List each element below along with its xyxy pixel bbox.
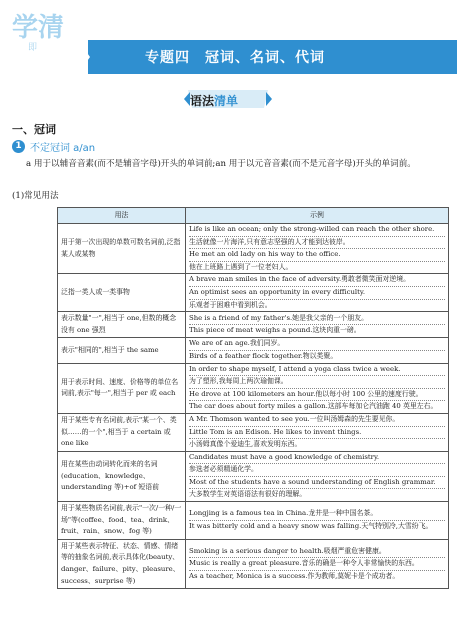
example-line: 参选者必须精通化学。 bbox=[189, 464, 445, 477]
examples-cell bbox=[186, 224, 449, 274]
section-banner bbox=[190, 92, 238, 109]
page-title: 专题四 冠词、名词、代词 bbox=[145, 50, 325, 66]
header-examples: 示例 bbox=[186, 208, 449, 224]
usage-cell: 用于第一次出现的单数可数名词前,泛指某人或某物 bbox=[58, 224, 186, 274]
examples-cell bbox=[186, 502, 449, 540]
example-line: Longjing is a famous tea in China.龙井是一种中国名茶。 bbox=[189, 508, 445, 521]
example-line: Birds of a feather flock together.物以类聚。 bbox=[189, 351, 338, 360]
example-line: In order to shape myself, I attend a yoga class twice a week. bbox=[189, 364, 445, 377]
table-header-row bbox=[58, 208, 449, 224]
example-line: She is a friend of my father's.她是我父亲的一个朋友。 bbox=[189, 313, 445, 326]
examples-cell bbox=[186, 274, 449, 312]
example-line: Most of the students have a sound understanding of English grammar. bbox=[189, 477, 445, 490]
header-usage: 用法 bbox=[58, 208, 186, 224]
banner-part2: 清单 bbox=[214, 94, 239, 108]
example-line: 小汤姆真像个爱迪生,喜欢发明东西。 bbox=[189, 440, 302, 449]
intro-subheading: (1)常见用法 bbox=[12, 191, 59, 201]
example-line: Music is really a great pleasure.音乐的确是一种令人非常愉快的东西。 bbox=[189, 558, 445, 571]
example-line: Life is like an ocean; only the strong-willed can reach the other shore. bbox=[189, 224, 445, 237]
example-line: He met an old lady on his way to the office. bbox=[189, 249, 445, 262]
examples-cell bbox=[186, 312, 449, 338]
usage-cell: 用于某些表示特征、状态、情感、情绪等的抽象名词前,表示具体化(beauty、danger、failure、pity、pleasure、success、surprise 等) bbox=[58, 539, 186, 588]
subsection-label: 不定冠词 a/an bbox=[30, 142, 96, 154]
usage-table bbox=[57, 207, 449, 589]
logo-text: 学清 bbox=[12, 13, 65, 43]
table-row bbox=[58, 274, 449, 312]
usage-cell: 表示"相同的",相当于 the same bbox=[58, 338, 186, 363]
table-row bbox=[58, 338, 449, 363]
table-row bbox=[58, 224, 449, 274]
example-line: Candidates must have a good knowledge of chemistry. bbox=[189, 452, 445, 465]
band-arrow bbox=[78, 40, 90, 74]
table-row bbox=[58, 363, 449, 413]
header-logo bbox=[8, 4, 78, 54]
example-line: He drove at 100 kilometers an hour.他以每小时 100 公里的速度行驶。 bbox=[189, 389, 445, 402]
example-line: 生活就像一片海洋,只有意志坚强的人才能到达彼岸。 bbox=[189, 237, 445, 250]
example-line: This piece of meat weighs a pound.这块肉重一磅。 bbox=[189, 326, 361, 335]
example-line: Smoking is a serious danger to health.吸烟严重危害健康。 bbox=[189, 546, 445, 559]
logo-small: 即 bbox=[28, 43, 38, 53]
usage-cell: 用于某些物质名词前,表示"一次/一种/一场"等(coffee、food、tea、drink、fruit、rain、snow、fog 等) bbox=[58, 502, 186, 540]
table-body bbox=[58, 224, 449, 589]
example-line: 为了塑形,我每周上两次瑜伽课。 bbox=[189, 376, 445, 389]
examples-cell bbox=[186, 451, 449, 501]
examples-cell bbox=[186, 413, 449, 451]
examples-cell bbox=[186, 539, 449, 588]
example-line: 乐观者于困难中看到机会。 bbox=[189, 300, 272, 309]
example-line: An optimist sees an opportunity in every difficulty. bbox=[189, 287, 445, 300]
table-row bbox=[58, 539, 449, 588]
table-row bbox=[58, 413, 449, 451]
example-line: 大多数学生对英语语法有很好的理解。 bbox=[189, 490, 307, 499]
example-line: A Mr. Thomson wanted to see you.一位叫汤姆森的先生要见你。 bbox=[189, 414, 445, 427]
section-title: 一、冠词 bbox=[12, 123, 56, 136]
example-line: The car does about forty miles a gallon.这部车每加仑汽油跑 40 英里左右。 bbox=[189, 402, 438, 411]
example-line: A brave man smiles in the face of adversity.勇敢者微笑面对逆境。 bbox=[189, 274, 445, 287]
example-line: As a teacher, Monica is a success.作为教师,莫妮卡是个成功者。 bbox=[189, 571, 400, 580]
table-row bbox=[58, 451, 449, 501]
usage-cell: 泛指一类人或一类事物 bbox=[58, 274, 186, 312]
examples-cell bbox=[186, 363, 449, 413]
usage-cell: 用于某些专有名词前,表示"某一个、类似……的一个",相当于 a certain 或 one like bbox=[58, 413, 186, 451]
usage-cell: 表示数量"一",相当于 one,但数的概念没有 one 强烈 bbox=[58, 312, 186, 338]
subsection-number: 1 bbox=[12, 140, 25, 153]
example-line: 他在上班路上遇到了一位老妇人。 bbox=[189, 262, 293, 271]
example-line: It was bitterly cold and a heavy snow was falling.天气特别冷,大雪纷飞。 bbox=[189, 521, 433, 530]
example-line: Little Tom is an Edison. He likes to invent things. bbox=[189, 427, 445, 440]
subsection-heading bbox=[12, 138, 95, 154]
table-row bbox=[58, 312, 449, 338]
intro-paragraph: a 用于以辅音音素(而不是辅音字母)开头的单词前;an 用于以元音音素(而不是元音字母)开头的单词前。 bbox=[26, 159, 416, 169]
examples-cell bbox=[186, 338, 449, 363]
banner-part1: 语法 bbox=[190, 94, 215, 108]
example-line: We are of an age.我们同岁。 bbox=[189, 338, 445, 351]
table-row bbox=[58, 502, 449, 540]
usage-cell: 用在某些由动词转化而来的名词(education、knowledge、understanding 等)+of 短语前 bbox=[58, 451, 186, 501]
usage-cell: 用于表示时间、速度、价格等的单位名词前,表示"每一",相当于 per 或 each bbox=[58, 363, 186, 413]
